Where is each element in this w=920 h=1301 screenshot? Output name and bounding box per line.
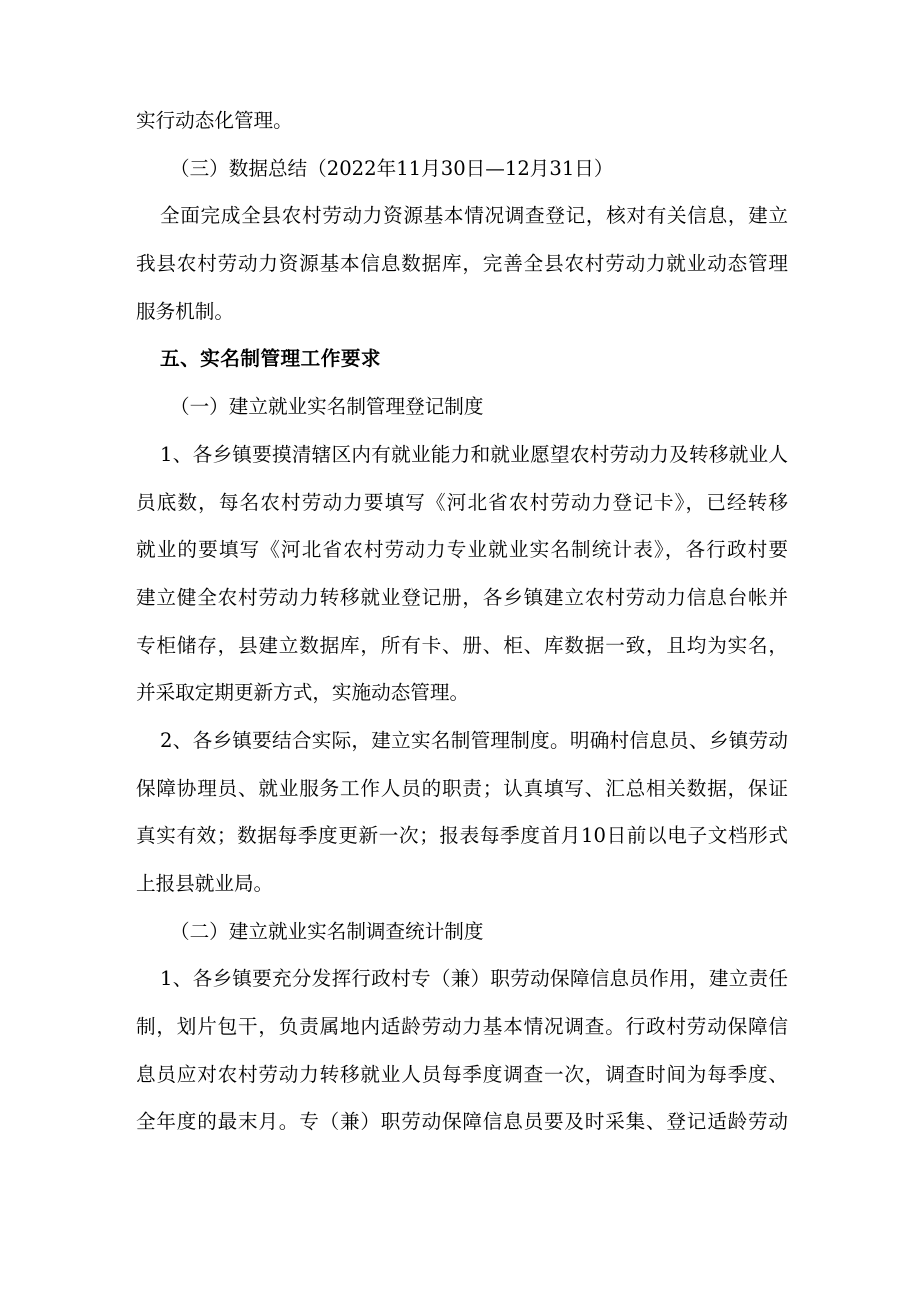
paragraph-line: 1、各乡镇要充分发挥行政村专（兼）职劳动保障信息员作用，建立责任 xyxy=(160,967,788,991)
document-body xyxy=(136,97,788,1146)
paragraph-line: 1、各乡镇要摸清辖区内有就业能力和就业愿望农村劳动力及转移就业人 xyxy=(160,442,788,466)
paragraph-line: 上报县就业局。 xyxy=(136,872,274,895)
paragraph-line: 全面完成全县农村劳动力资源基本情况调查登记，核对有关信息，建立 xyxy=(160,204,788,228)
paragraph-line: 专柜储存，县建立数据库，所有卡、册、柜、库数据一致，且均为实名， xyxy=(136,633,788,657)
paragraph-line: 真实有效；数据每季度更新一次；报表每季度首月10日前以电子文档形式 xyxy=(136,824,788,848)
paragraph-line: 员底数，每名农村劳动力要填写《河北省农村劳动力登记卡》，已经转移 xyxy=(136,490,788,514)
subsection-heading-registration: （一）建立就业实名制管理登记制度 xyxy=(170,395,484,419)
paragraph-line: 全年度的最末月。专（兼）职劳动保障信息员要及时采集、登记适龄劳动 xyxy=(136,1110,788,1134)
subsection-heading-survey-statistics: （二）建立就业实名制调查统计制度 xyxy=(170,919,484,943)
section-heading-realname-requirements: 五、实名制管理工作要求 xyxy=(160,347,382,371)
paragraph-line: 实行动态化管理。 xyxy=(136,109,293,132)
paragraph-line: 息员应对农村劳动力转移就业人员每季度调查一次，调查时间为每季度、 xyxy=(136,1062,788,1086)
subsection-heading-data-summary: （三）数据总结（2022年11月30日—12月31日） xyxy=(170,156,614,180)
paragraph-line: 保障协理员、就业服务工作人员的职责；认真填写、汇总相关数据，保证 xyxy=(136,776,788,800)
paragraph-line: 建立健全农村劳动力转移就业登记册，各乡镇建立农村劳动力信息台帐并 xyxy=(136,585,788,609)
paragraph-line: 就业的要填写《河北省农村劳动力专业就业实名制统计表》，各行政村要 xyxy=(136,538,788,562)
paragraph-line: 服务机制。 xyxy=(136,299,234,323)
paragraph-line: 制，划片包干，负责属地内适龄劳动力基本情况调查。行政村劳动保障信 xyxy=(136,1015,788,1039)
paragraph-line: 我县农村劳动力资源基本信息数据库，完善全县农村劳动力就业动态管理 xyxy=(136,252,788,276)
paragraph-line: 2、各乡镇要结合实际，建立实名制管理制度。明确村信息员、乡镇劳动 xyxy=(160,728,788,752)
paragraph-line: 并采取定期更新方式，实施动态管理。 xyxy=(136,681,470,705)
